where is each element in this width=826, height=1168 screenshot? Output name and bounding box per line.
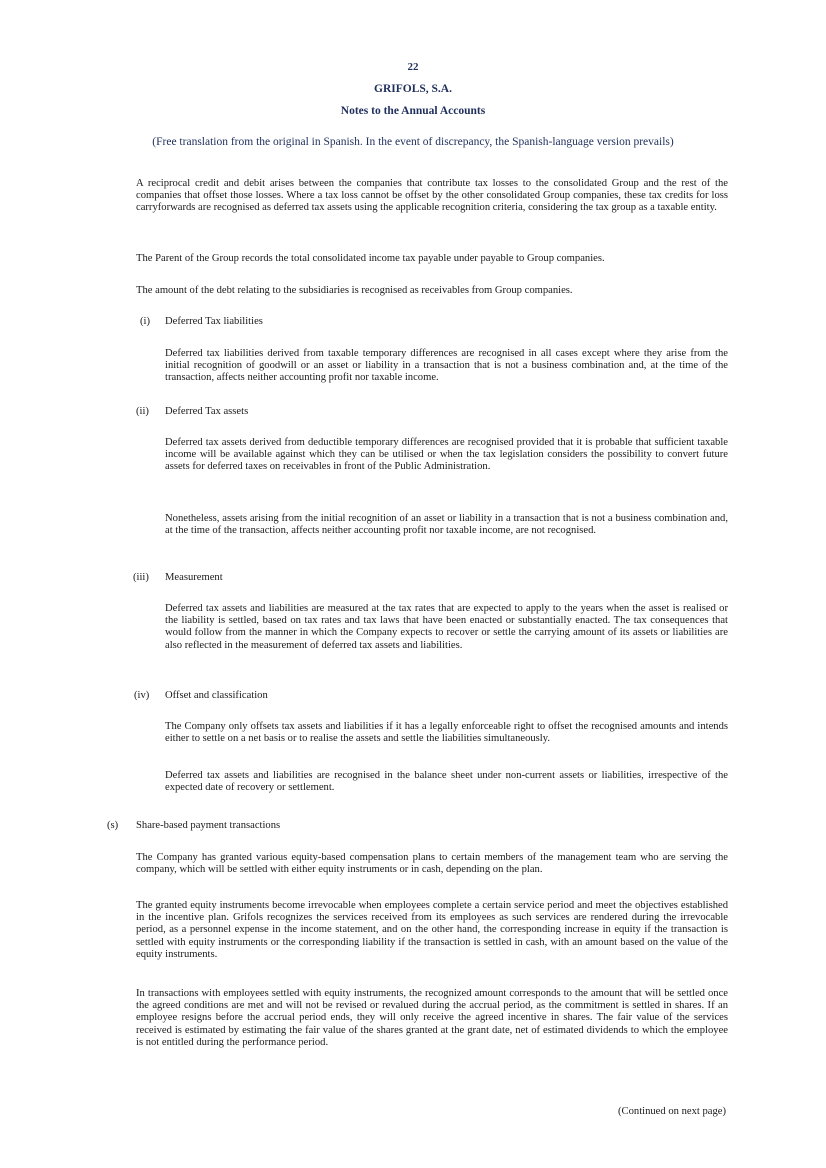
section-s-heading — [107, 820, 280, 832]
section-i-marker: (i) — [140, 316, 150, 327]
section-ii-title: Deferred Tax assets — [165, 406, 249, 417]
section-ii-marker: (ii) — [136, 406, 149, 417]
continued-note: (Continued on next page) — [618, 1106, 726, 1117]
section-iv-marker: (iv) — [134, 690, 150, 701]
section-s-title: Share-based payment transactions — [136, 820, 281, 831]
section-s-paragraph-2: The granted equity instruments become irrevocable when employees complete a certain service period and meet the objectives established in the incentive plan. Grifols recognizes the services received from its employees as such services are rendered during the irrevocable period, as a personnel expense in the income statement, and on the other hand, the corresponding increase in equity if the transaction is settled with equity instruments or the corresponding liability if the transaction is settled in cash, with an amount based on the value of the equity instruments. — [136, 900, 728, 960]
page-number: 22 — [407, 61, 419, 73]
translation-disclaimer: (Free translation from the original in Spanish. In the event of discrepancy, the Spanish-language version prevails) — [152, 136, 674, 148]
section-ii-paragraph-1: Deferred tax assets derived from deductible temporary differences are recognised provided that it is probable that sufficient taxable income will be available against which they can be utilised or when the tax legislation considers the possibility to convert future assets for deferred taxes on receivables in front of the Public Administration. — [165, 437, 728, 473]
intro-paragraph-2: The Parent of the Group records the total consolidated income tax payable under payable to Group companies. — [136, 253, 605, 264]
section-ii-heading — [136, 406, 248, 418]
intro-paragraph-1: A reciprocal credit and debit arises between the companies that contribute tax losses to the consolidated Group and the rest of the companies that offset those losses. Where a tax loss cannot be offset by the other consolidated Group companies, these tax credits for loss carryforwards are recognised as deferred tax assets using the applicable recognition criteria, considering the tax group as a taxable entity. — [136, 178, 728, 214]
section-iv-paragraph-1: The Company only offsets tax assets and liabilities if it has a legally enforceable right to offset the recognised amounts and intends either to settle on a net basis or to realise the assets and settle the liabilities simultaneously. — [165, 721, 728, 745]
section-s-paragraph-1: The Company has granted various equity-based compensation plans to certain members of the management team who are serving the company, which will be settled with either equity instruments or in cash, depending on the plan. — [136, 852, 728, 876]
section-s-paragraph-3: In transactions with employees settled with equity instruments, the recognized amount corresponds to the amount that will be settled once the agreed conditions are met and will not be revised or revalued during the accrual period, as the commitment is settled in shares. If an employee resigns before the accrual period ends, they will only receive the agreed incentive in shares. The fair value of the services received is estimated by estimating the fair value of the shares granted at the grant date, net of estimated dividends to which the employee is not entitled during the performance period. — [136, 988, 728, 1048]
section-s-marker: (s) — [107, 820, 119, 831]
section-iii-paragraph-1: Deferred tax assets and liabilities are measured at the tax rates that are expected to apply to the years when the asset is realised or the liability is settled, based on tax rates and tax laws that have been enacted or substantially enacted. The tax consequences that would follow from the manner in which the Company expects to recover or settle the carrying amount of its assets or liabilities are also reflected in the measurement of deferred tax assets and liabilities. — [165, 603, 728, 651]
section-iii-title: Measurement — [165, 572, 223, 583]
intro-paragraph-3: The amount of the debt relating to the subsidiaries is recognised as receivables from Group companies. — [136, 285, 573, 296]
section-i-heading — [140, 316, 263, 328]
section-iv-heading — [134, 690, 268, 702]
section-iv-paragraph-2: Deferred tax assets and liabilities are recognised in the balance sheet under non-current assets or liabilities, irrespective of the expected date of recovery or settlement. — [165, 770, 728, 794]
section-iv-title: Offset and classification — [165, 690, 268, 701]
section-i-title: Deferred Tax liabilities — [165, 316, 263, 327]
section-ii-paragraph-2: Nonetheless, assets arising from the initial recognition of an asset or liability in a transaction that is not a business combination and, at the time of the transaction, affects neither accounting profit nor taxable income, are not recognised. — [165, 513, 728, 537]
section-i-paragraph-1: Deferred tax liabilities derived from taxable temporary differences are recognised in all cases except where they arise from the initial recognition of goodwill or an asset or liability in a transaction that is not a business combination and, at the time of the transaction, affects neither accounting profit nor taxable income. — [165, 348, 728, 384]
section-iii-heading — [133, 572, 223, 584]
section-iii-marker: (iii) — [133, 572, 149, 583]
document-title: Notes to the Annual Accounts — [340, 105, 486, 117]
company-name: GRIFOLS, S.A. — [374, 83, 452, 95]
